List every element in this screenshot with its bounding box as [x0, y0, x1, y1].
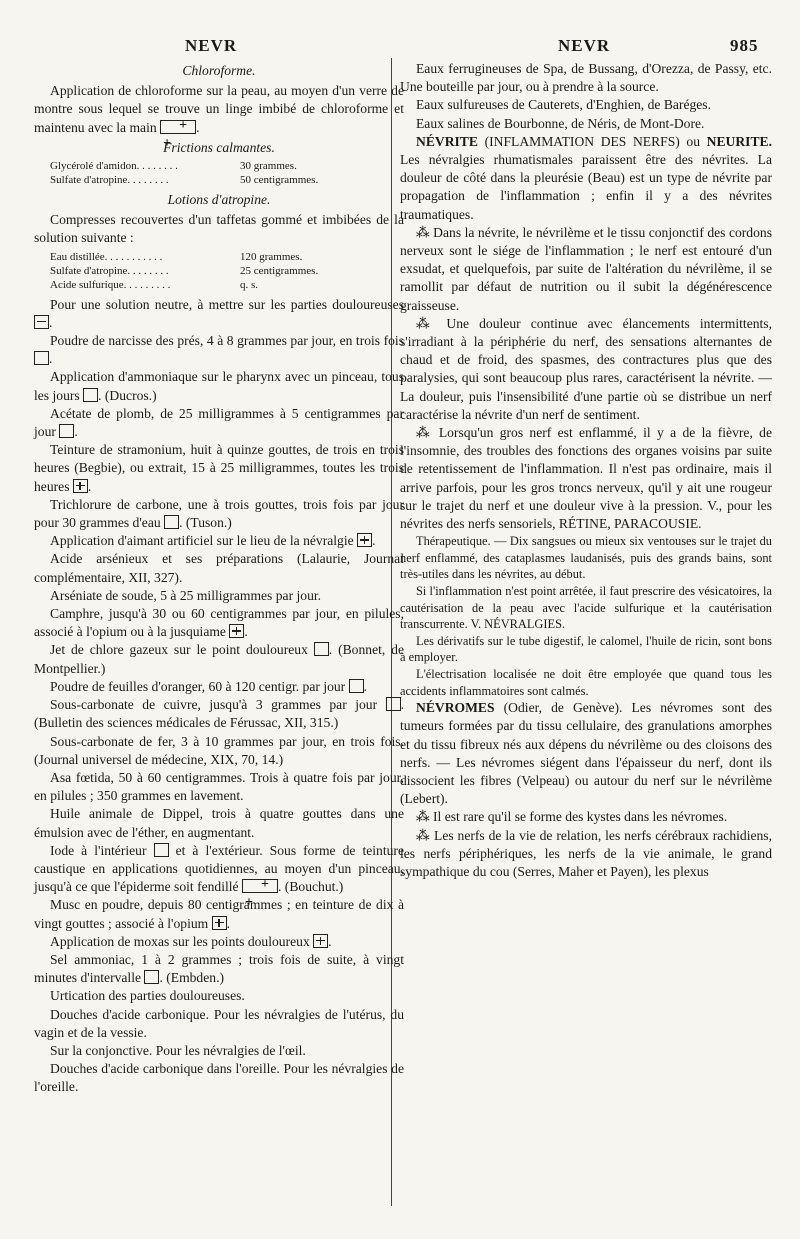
paragraph: Teinture de stramonium, huit à quinze gouttes, de trois en trois heures (Begbie), ou extrait, 15 à 25 milligrammes, toutes les trois heures . [34, 442, 404, 494]
double-cross-symbol-icon [160, 120, 196, 134]
paragraph: ⁂ Lorsqu'un gros nerf est enflammé, il y a de la fièvre, de l'insomnie, des troubles des fonctions des organes voisins par suite de retentissement de l'inflammation. Il n'est pas ordinaire, mais il arrive parfois, pour les gros troncs nerveux, qu'il y ait une rougeur sur le trajet du nerf et une douleur vive à la pression. V., pour les névrites des nerfs sensoriels, RÉTINE, PARACOUSIE. [400, 425, 772, 532]
paragraph: ⁂ Dans la névrite, le névrilème et le tissu conjonctif des cordons nerveux sont le siége de l'inflammation ; le nerf est entouré d'un exsudat, et quelquefois, par suite de l'altération du névrilème, il se ramollit par défaut de nutrition ou il subit la dégénérescence graisseuse. [400, 224, 772, 313]
entry-nevromes: NÉVROMES (Odier, de Genève). Les névromes sont des tumeurs formées par du tissu cellulaire, des granulations amorphes et du tissu fibreux nés aux dépens du névrilème ou des cloisons des nerfs. — Les névromes siégent dans l'épaisseur du nerf, dont ils dissocient les fibres (Velpeau) ou autour du nerf sur le névrilème (Lebert). [400, 700, 773, 807]
paragraph: Compresses recouvertes d'un taffetas gommé et imbibées de la solution suivante : [34, 212, 404, 246]
paragraph: Poudre de feuilles d'oranger, 60 à 120 centigr. par jour . [50, 678, 368, 694]
paragraph: Eaux ferrugineuses de Spa, de Bussang, d'Orezza, de Passy, etc. Une bouteille par jour, ou à prendre à la source. [400, 61, 772, 95]
recipe-row: Sulfate d'atropine. . . . . . . . 50 centigrammes. [50, 174, 319, 187]
paragraph: Douches d'acide carbonique dans l'oreille. Pour les névralgies de l'oreille. [34, 1061, 404, 1095]
plus-square-icon [73, 479, 88, 493]
recipe-table [50, 250, 404, 292]
empty-square-icon [349, 679, 364, 693]
empty-square-icon [59, 424, 74, 438]
paragraph: Application d'ammoniaque sur le pharynx avec un pinceau, tous les jours . (Ducros.) [34, 369, 404, 403]
running-head-left: NEVR [185, 36, 238, 55]
paragraph: Pour une solution neutre, à mettre sur les parties douloureuses . [34, 296, 404, 332]
paragraph: ⁂ Les nerfs de la vie de relation, les nerfs cérébraux rachidiens, les nerfs périphériques, les nerfs de la vie animale, le grand sympathique du cou (Serres, Maher et Payen), les plexus [400, 827, 772, 880]
empty-square-icon [314, 642, 329, 656]
paragraph: Trichlorure de carbone, une à trois gouttes, trois fois par jour pour 30 grammes d'eau . (Tuson.) [34, 496, 404, 531]
paragraph: Les dérivatifs sur le tube digestif, le calomel, l'huile de ricin, sont bons à employer. [400, 633, 772, 665]
paragraph: Acide arsénieux et ses préparations (Lalaurie, Journal complémentaire, XII, 327). [34, 551, 404, 585]
paragraph: ⁂ Une douleur continue avec élancements intermittents, s'irradiant à la périphérie du nerf, des sensations alternantes de chaud et de froid, des spasmes, des contractures plus que des paralysies, qui sont beaucoup plus rares, caractérisent la névrite. — La douleur, puis l'insensibilité d'une partie où se distribue un nerf caractérise la névrite d'un nerf de sentiment. [400, 315, 772, 422]
running-head-center: NEVR [558, 36, 611, 55]
page-number: 985 [730, 36, 759, 55]
plus-square-icon [357, 533, 372, 547]
paragraph: Thérapeutique. — Dix sangsues ou mieux six ventouses sur le trajet du nerf enflammé, des cataplasmes laudanisés, puis des grands bains, sont très-utiles dans les névrites, au début. [400, 534, 772, 582]
recipe-row: Eau distillée. . . . . . . . . . . 120 grammes. [50, 250, 303, 263]
double-cross-symbol-icon [242, 879, 278, 893]
empty-square-icon [386, 697, 401, 711]
entry-nevrite: NÉVRITE (INFLAMMATION DES NERFS) ou NEURITE. Les névralgies rhumatismales paraissent être des névrites. La douleur de côté dans la pleurésie (Beau) est un type de névrite par propagation de l'inflammation ; enfin il y a des névrites traumatiques. [400, 133, 772, 222]
right-column [400, 60, 772, 881]
recipe-row: Glycérolé d'amidon. . . . . . . . 30 grammes. [50, 160, 297, 173]
paragraph: Jet de chlore gazeux sur le point douloureux . (Bonnet, de Montpellier.) [34, 642, 404, 676]
plus-square-icon [313, 934, 328, 948]
paragraph: Application d'aimant artificiel sur le lieu de la névralgie . [50, 533, 376, 549]
paragraph: Application de chloroforme sur la peau, au moyen d'un verre de montre sous lequel se trouve un linge imbibé de chloroforme et maintenu avec la main + + . [34, 82, 404, 137]
left-column [34, 60, 404, 1097]
paragraph: Eaux salines de Bourbonne, de Néris, de Mont-Dore. [416, 115, 705, 131]
paragraph: Douches d'acide carbonique. Pour les névralgies de l'utérus, du vagin et de la vessie. [34, 1006, 404, 1040]
paragraph: Eaux sulfureuses de Cauterets, d'Enghien, de Baréges. [416, 97, 712, 113]
paragraph: Urtication des parties douloureuses. [50, 988, 245, 1004]
paragraph: Acétate de plomb, de 25 milligrammes à 5 centigrammes par jour . [34, 405, 404, 440]
paragraph: Sous-carbonate de fer, 3 à 10 grammes par jour, en trois fois. (Journal universel de médecine, XIX, 70, 14.) [34, 733, 404, 767]
paragraph: Si l'inflammation n'est point arrêtée, il faut prescrire des vésicatoires, la cautérisation de la peau avec l'acide sulfurique et la cautérisation transcurrente. V. NÉVRALGIES. [400, 584, 772, 632]
paragraph: Iode à l'intérieur et à l'extérieur. Sous forme de teinture caustique en applications quotidiennes, au moyen d'un pinceau, jusqu'à ce que l'épiderme soit fendillé + + . (Bouchut.) [34, 842, 404, 897]
empty-square-icon [144, 970, 159, 984]
paragraph: Arséniate de soude, 5 à 25 milligrammes par jour. [50, 587, 322, 603]
paragraph: Sous-carbonate de cuivre, jusqu'à 3 grammes par jour . (Bulletin des sciences médicales de Férussac, XII, 315.) [34, 697, 404, 731]
section-title: Lotions d'atropine. [167, 192, 271, 208]
paragraph: Application de moxas sur les points douloureux . [50, 933, 332, 949]
plus-square-icon [229, 624, 244, 638]
paragraph: Camphre, jusqu'à 30 ou 60 centigrammes par jour, en pilules, associé à l'opium ou à la jusquiame . [34, 606, 404, 640]
minus-square-icon [34, 315, 49, 329]
paragraph: Sel ammoniac, 1 à 2 grammes ; trois fois de suite, à vingt minutes d'intervalle . (Embden.) [34, 951, 404, 986]
paragraph: Musc en poudre, depuis 80 centigrammes ; en teinture de dix à vingt gouttes ; associé à l'opium . [34, 897, 404, 931]
empty-square-icon [164, 515, 179, 529]
recipe-row: Sulfate d'atropine. . . . . . . . 25 centigrammes. [50, 264, 319, 277]
section-title: Frictions calmantes. [163, 139, 275, 155]
paragraph: Huile animale de Dippel, trois à quatre gouttes dans une émulsion avec de l'éther, en augmentant. [34, 806, 404, 840]
paragraph: L'électrisation localisée ne doit être employée que quand tous les accidents inflammatoires sont calmés. [400, 667, 772, 698]
recipe-table [50, 159, 404, 187]
paragraph: Sur la conjonctive. Pour les névralgies de l'œil. [50, 1042, 306, 1058]
plus-square-icon [212, 916, 227, 930]
paragraph: ⁂ Il est rare qu'il se forme des kystes dans les névromes. [416, 809, 728, 825]
empty-square-icon [83, 388, 98, 402]
paragraph: Poudre de narcisse des prés, 4 à 8 grammes par jour, en trois fois . [34, 332, 404, 368]
recipe-row: Acide sulfurique. . . . . . . . . q. s. [50, 278, 259, 291]
paragraph: Asa fœtida, 50 à 60 centigrammes. Trois à quatre fois par jour, en pilules ; 350 grammes en lavement. [34, 769, 404, 804]
empty-square-icon [34, 351, 49, 365]
empty-square-icon [154, 843, 169, 857]
section-title: Chloroforme. [182, 63, 256, 78]
